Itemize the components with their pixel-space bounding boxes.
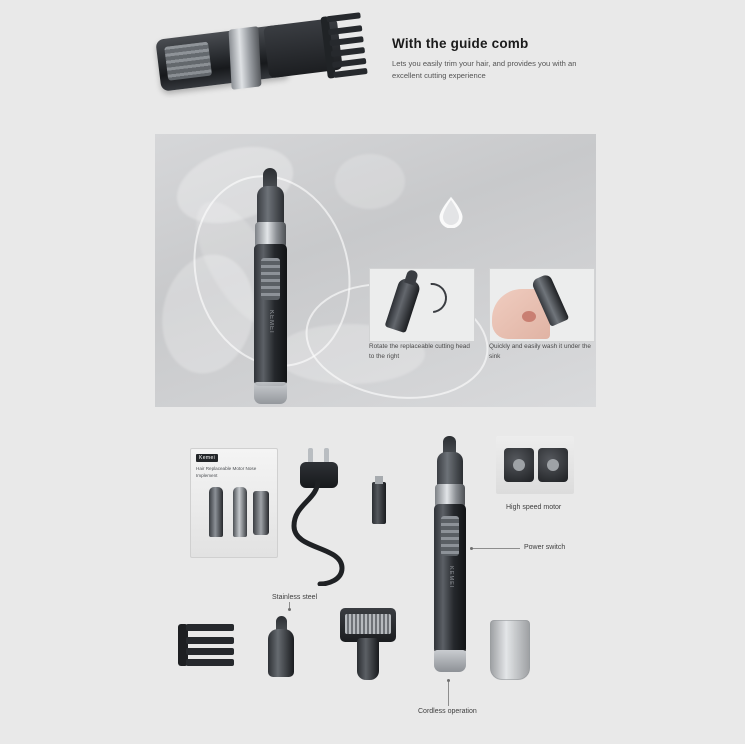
retail-package xyxy=(190,448,278,558)
callout-leader-line xyxy=(472,548,520,549)
high-speed-motor-swatch xyxy=(496,436,574,494)
nose-trimmer-attachment xyxy=(264,616,298,678)
callout-cordless-operation: Cordless operation xyxy=(418,708,477,715)
charging-cable xyxy=(288,480,352,586)
main-trimmer-device xyxy=(430,436,470,678)
water-droplet-icon xyxy=(436,194,466,228)
package-title-text: Hair Replaceable Motor Nose Implement xyxy=(196,466,257,478)
cleaning-brush xyxy=(372,482,386,524)
wash-under-sink-photo xyxy=(489,268,595,342)
callout-leader-line xyxy=(448,682,449,706)
package-product-photo xyxy=(209,487,223,537)
trimmer-power-switch xyxy=(261,258,280,300)
guide-comb-icon xyxy=(326,12,369,78)
trimmer-body xyxy=(254,244,287,386)
nose-trimmer-body xyxy=(268,629,294,677)
device-brand-text: KEMEI xyxy=(448,566,454,589)
callout-stainless-steel: Stainless steel xyxy=(272,594,318,601)
shaver-foil-attachment xyxy=(340,608,396,682)
shaver-neck xyxy=(357,638,379,680)
guide-comb-section xyxy=(0,0,745,125)
callout-high-speed-motor: High speed motor xyxy=(506,504,562,511)
guide-comb-attachment xyxy=(178,624,234,672)
callout-power-switch: Power switch xyxy=(524,544,566,551)
package-product-photo xyxy=(233,487,247,537)
motor-unit xyxy=(504,448,534,482)
device-base xyxy=(434,650,466,672)
clipper-chrome-band xyxy=(229,26,262,90)
protective-cap xyxy=(490,620,530,680)
hair-clipper-with-guide-comb-image xyxy=(148,8,378,116)
motor-unit xyxy=(538,448,568,482)
rotate-head-caption: Rotate the replaceable cutting head to the right xyxy=(369,343,470,360)
water-splash-decor xyxy=(335,154,405,209)
trimmer-base xyxy=(254,382,287,404)
guide-comb-text-block xyxy=(392,36,592,82)
trimmer-head-closeup xyxy=(385,277,422,333)
nose-trimmer-main-image xyxy=(251,168,291,403)
callout-anchor-dot xyxy=(470,547,473,550)
washable-feature-panel xyxy=(155,134,596,407)
wash-sink-caption: Quickly and easily wash it under the sink xyxy=(489,343,591,360)
device-body xyxy=(434,504,466,654)
rotate-cutting-head-photo xyxy=(369,268,475,342)
guide-comb-description: Lets you easily trim your hair, and provides you with an excellent cutting experience xyxy=(392,59,577,80)
shaver-foil-head xyxy=(340,608,396,642)
kit-contents-section xyxy=(0,420,745,730)
callout-anchor-dot xyxy=(447,679,450,682)
package-product-photo xyxy=(253,491,269,535)
callout-anchor-dot xyxy=(288,608,291,611)
guide-comb-title: With the guide comb xyxy=(392,36,529,51)
package-brand-logo: Kemei xyxy=(196,454,218,462)
device-power-switch xyxy=(441,516,459,556)
fingernail-detail xyxy=(522,311,536,322)
trimmer-brand-text: KEMEI xyxy=(268,310,274,334)
device-neck xyxy=(437,452,463,488)
trimmer-neck xyxy=(257,186,284,226)
